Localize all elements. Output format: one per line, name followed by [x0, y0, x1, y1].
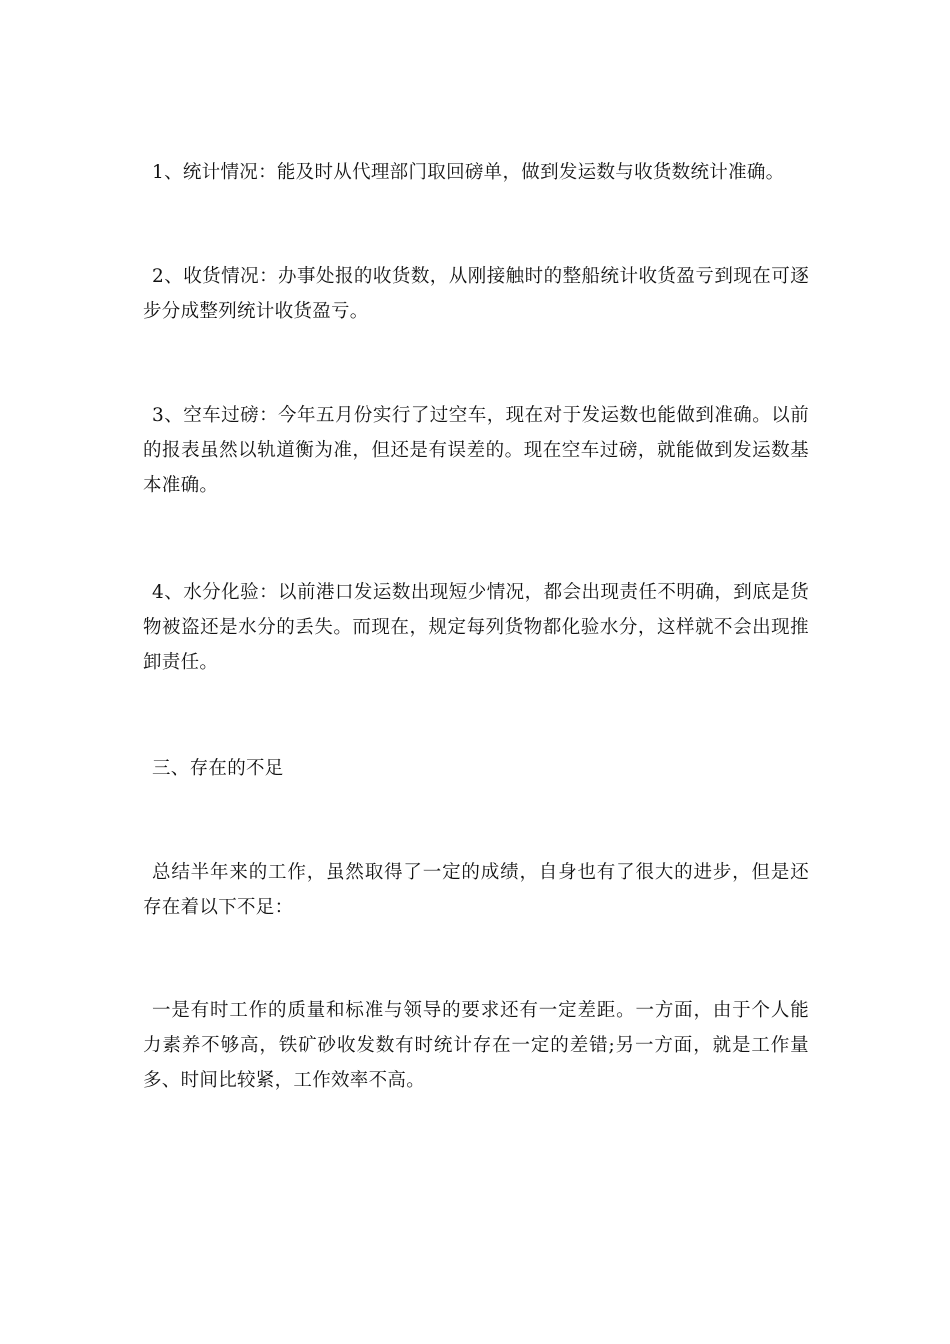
paragraph-receiving: 2、收货情况：办事处报的收货数，从刚接触时的整船统计收货盈亏到现在可逐步分成整列统计收货盈亏。 — [143, 266, 809, 322]
paragraph-empty-weighing: 3、空车过磅：今年五月份实行了过空车，现在对于发运数也能做到准确。以前的报表虽然以轨道衡为准，但还是有误差的。现在空车过磅，就能做到发运数基本准确。 — [143, 405, 809, 496]
paragraph-statistics: 1、统计情况：能及时从代理部门取回磅单，做到发运数与收货数统计准确。 — [152, 162, 785, 183]
paragraph-moisture-test: 4、水分化验：以前港口发运数出现短少情况，都会出现责任不明确，到底是货物被盗还是水分的丢失。而现在，规定每列货物都化验水分，这样就不会出现推卸责任。 — [143, 582, 809, 673]
paragraph-shortcoming-one: 一是有时工作的质量和标准与领导的要求还有一定差距。一方面，由于个人能力素养不够高，铁矿砂收发数有时统计存在一定的差错;另一方面，就是工作量多、时间比较紧，工作效率不高。 — [143, 1000, 809, 1091]
paragraph-summary: 总结半年来的工作，虽然取得了一定的成绩，自身也有了很大的进步，但是还存在着以下不足： — [143, 862, 809, 918]
section-heading-shortcomings: 三、存在的不足 — [152, 758, 284, 779]
